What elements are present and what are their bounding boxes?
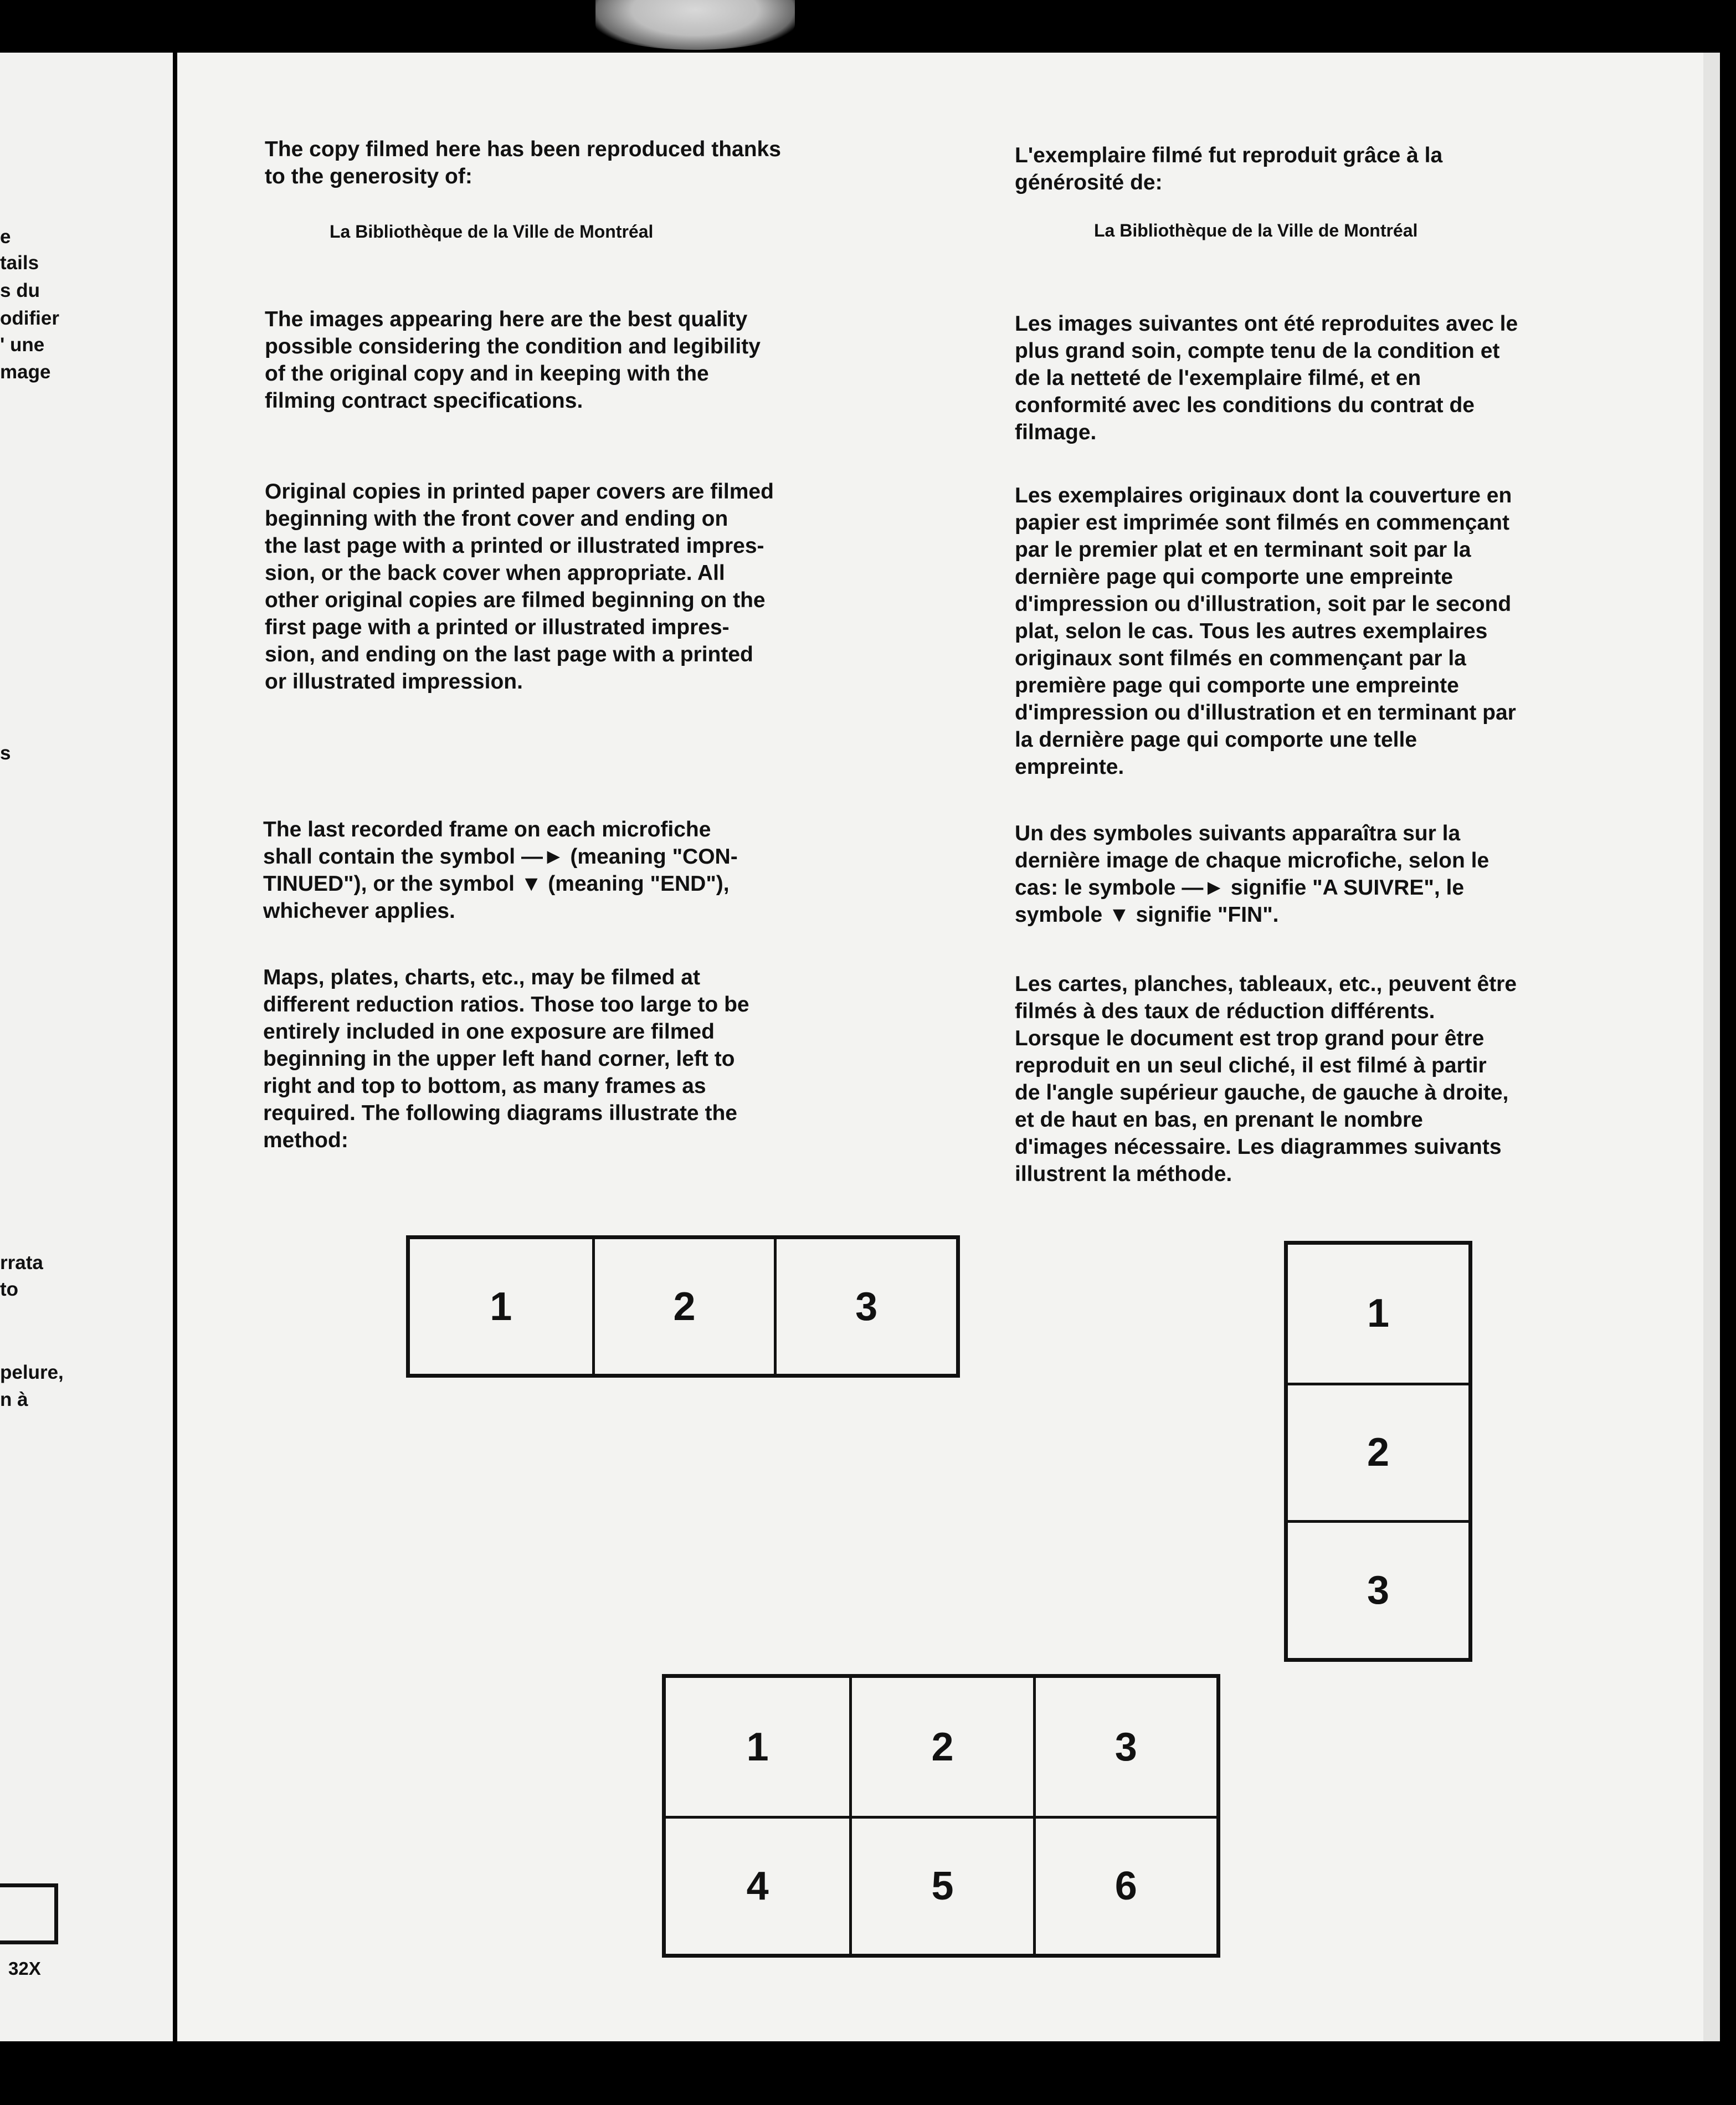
continued-arrow-icon: —► bbox=[1182, 876, 1225, 900]
left-text-fragment: e bbox=[0, 226, 11, 248]
english-quality-note: The images appearing here are the best quality possible considering the condition and legibility of the original copy and in keeping with the filming contract specifications. bbox=[265, 307, 761, 413]
left-page-fragment bbox=[0, 53, 173, 2041]
diagram-cell: 2 bbox=[849, 1678, 1033, 1816]
french-filming-order: Les exemplaires originaux dont la couverture en papier est imprimée sont filmés en commençant par le premier plat et en terminant soit par la dernière page qui comporte une empreinte d'impression ou d'illustration, soit par le second plat, selon le cas. Tous les autres exemplaires originaux sont filmés en commençant par la première page qui comporte une empreinte d'impression ou d'illustration et en terminant par la dernière page qui comporte une telle empreinte. bbox=[1015, 484, 1516, 779]
diagram-horizontal-3 bbox=[406, 1235, 960, 1378]
left-text-fragment: s bbox=[0, 742, 11, 764]
diagram-cell: 2 bbox=[1288, 1383, 1468, 1521]
left-text-fragment: pelure, bbox=[0, 1362, 64, 1383]
resolution-label: 32X bbox=[8, 1958, 41, 1979]
french-library-name: La Bibliothèque de la Ville de Montréal bbox=[1094, 220, 1418, 240]
english-library-name: La Bibliothèque de la Ville de Montréal bbox=[330, 222, 654, 242]
diagram-cell: 3 bbox=[774, 1239, 956, 1374]
left-text-fragment: s du bbox=[0, 280, 40, 301]
end-triangle-icon: ▼ bbox=[520, 872, 542, 896]
french-thanks-intro: L'exemplaire filmé fut reproduit grâce à la générosité de: bbox=[1015, 143, 1443, 194]
diagram-cell: 3 bbox=[1033, 1678, 1216, 1816]
diagram-cell: 2 bbox=[592, 1239, 774, 1374]
french-symbols-note: Un des symboles suivants apparaîtra sur la dernière image de chaque microfiche, selon le cas: le symbole —► signifie "A SUIVRE", le symbole ▼ signifie "FIN". bbox=[1015, 822, 1490, 927]
diagram-cell: 5 bbox=[849, 1816, 1033, 1954]
english-thanks-intro: The copy filmed here has been reproduced thanks to the generosity of: bbox=[265, 137, 781, 188]
diagram-vertical-3 bbox=[1284, 1241, 1472, 1662]
english-maps-note: Maps, plates, charts, etc., may be filmed at different reduction ratios. Those too large to be entirely included in one exposure are filmed beginning in the upper left hand corner, left to right and top to bottom, as many frames as required. The following diagrams illustrate the method: bbox=[263, 966, 749, 1152]
english-filming-order: Original copies in printed paper covers are filmed beginning with the front cover and ending on the last page with a printed or illustrated impres- sion, or the back cover when appropriate. All other original copies are filmed beginning on the first page with a printed or illustrated impres- sion, and ending on the last page with a printed or illustrated impression. bbox=[265, 480, 774, 694]
diagram-cell: 3 bbox=[1288, 1520, 1468, 1658]
french-maps-note: Les cartes, planches, tableaux, etc., peuvent être filmés à des taux de réduction différents. Lorsque le document est trop grand pour être reproduit en un seul cliché, il est filmé à partir de l'angle supérieur gauche, de gauche à droite, et de haut en bas, en prenant le nombre d'images nécessaire. Les diagrammes suivants illustrent la méthode. bbox=[1015, 972, 1517, 1186]
left-text-fragment: n à bbox=[0, 1389, 28, 1410]
left-text-fragment: to bbox=[0, 1279, 19, 1300]
diagram-cell: 1 bbox=[490, 1284, 512, 1329]
scanner-blot bbox=[595, 0, 795, 50]
continued-arrow-icon: —► bbox=[521, 845, 564, 869]
english-symbols-note: The last recorded frame on each microfiche shall contain the symbol —► (meaning "CON- TINUED"), or the symbol ▼ (meaning "END"), whichever applies. bbox=[263, 818, 738, 923]
left-text-fragment: tails bbox=[0, 252, 39, 274]
diagram-cell: 4 bbox=[666, 1816, 849, 1954]
left-text-fragment: ' une bbox=[0, 334, 45, 356]
diagram-grid-6 bbox=[662, 1674, 1220, 1958]
left-text-fragment: rrata bbox=[0, 1252, 43, 1274]
left-text-fragment: mage bbox=[0, 361, 51, 383]
resolution-target-box bbox=[0, 1883, 58, 1944]
left-text-fragment: odifier bbox=[0, 307, 59, 329]
page-edge bbox=[1703, 53, 1720, 2041]
diagram-cell: 1 bbox=[746, 1724, 769, 1769]
french-quality-note: Les images suivantes ont été reproduites avec le plus grand soin, compte tenu de la condition et de la netteté de l'exemplaire filmé, et en conformité avec les conditions du contrat de filmage. bbox=[1015, 312, 1518, 444]
diagram-cell: 6 bbox=[1033, 1816, 1216, 1954]
end-triangle-icon: ▼ bbox=[1108, 903, 1130, 927]
diagram-cell: 1 bbox=[1367, 1291, 1390, 1336]
